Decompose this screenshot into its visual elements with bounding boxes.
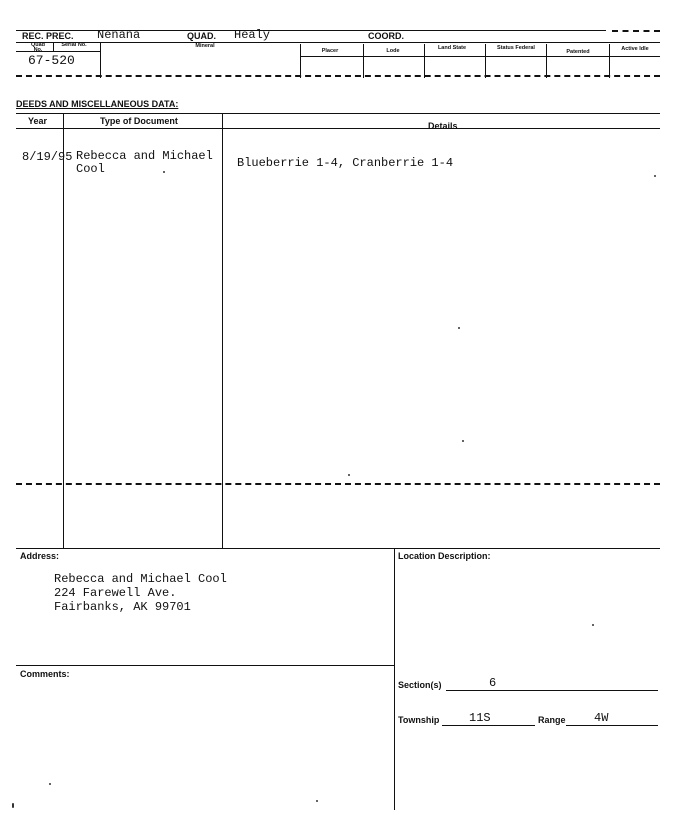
col-year-header: Year [28,116,48,126]
rec-prec-value: Nenana [97,28,141,42]
address-line: 224 Farewell Ave. [54,586,177,600]
section-underline [446,690,658,691]
section-value: 6 [489,676,497,690]
deed-year: 8/19/95 [22,150,73,164]
township-underline [442,725,535,726]
scan-speck [348,474,350,476]
col-type-header: Type of Document [100,116,178,126]
quad-value: Healy [234,28,271,42]
header-bottom-dash [16,75,660,77]
comments-label: Comments: [20,669,70,679]
header-divider [100,42,101,78]
section-label: Section(s) [398,680,442,690]
scan-speck [654,175,656,177]
header-subrule [300,56,660,57]
quad-serial-value: 67-520 [28,53,75,68]
deed-type-line: Rebecca and Michael [76,149,213,163]
deeds-section-title: DEEDS AND MISCELLANEOUS DATA: [16,99,179,109]
range-underline [566,725,658,726]
scan-speck [592,624,594,626]
serial-no-header: Serial No. [61,42,87,48]
scan-speck [12,803,14,808]
header-mid-rule [16,42,660,43]
scan-speck [316,800,318,802]
deeds-top-rule [16,113,660,114]
header-divider [485,44,486,78]
lode-header: Lode [386,48,400,54]
address-label: Address: [20,551,60,561]
header-top-dash [612,30,660,32]
header-divider [363,44,364,78]
scan-speck [462,440,464,442]
location-panel-divider [394,548,395,810]
rec-prec-label: REC. PREC. [22,31,74,41]
deed-type-line: Cool [76,162,105,176]
deed-type [76,150,213,176]
status-federal-header: Status Federal [497,45,535,51]
scan-speck [458,327,460,329]
address-line: Rebecca and Michael Cool [54,572,227,586]
quad-label: QUAD. [187,31,216,41]
patented-header: Patented [566,49,590,55]
mineral-header: Mineral [195,43,215,49]
quad-no-header: Quad No. [30,42,46,53]
header-divider [424,44,425,78]
comments-top-rule [16,665,394,666]
header-divider [53,42,54,51]
township-label: Township [398,715,440,725]
deeds-dash-rule [16,483,660,485]
active-idle-header: Active Idle [621,46,649,52]
header-divider [300,44,301,78]
range-label: Range [538,715,566,725]
deeds-header-rule [16,128,660,129]
township-value: 11S [469,711,491,725]
placer-header: Placer [321,48,339,54]
col-details-header: Details [428,121,458,131]
scan-speck [49,783,51,785]
location-description-label: Location Description: [398,551,491,561]
address-block [54,572,227,614]
coord-label: COORD. [368,31,404,41]
deeds-bottom-rule [16,548,660,549]
range-value: 4W [594,711,609,725]
deed-details: Blueberrie 1-4, Cranberrie 1-4 [237,156,454,170]
land-state-header: Land State [437,45,467,51]
header-divider [546,44,547,78]
address-line: Fairbanks, AK 99701 [54,600,191,614]
scan-speck [163,171,165,173]
header-divider [609,44,610,78]
header-subrule [16,51,101,52]
